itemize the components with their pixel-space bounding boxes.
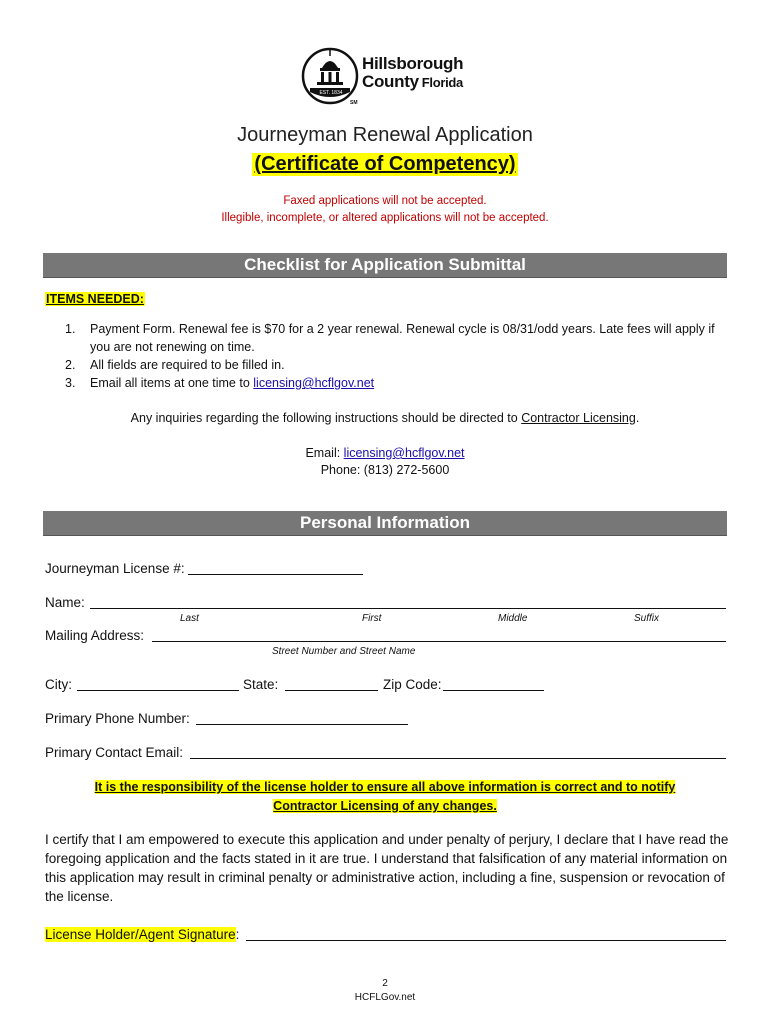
- responsibility-notice-line1: [0, 780, 770, 794]
- list-item-number: 3.: [65, 376, 76, 390]
- licensing-email-link[interactable]: licensing@hcflgov.net: [253, 376, 375, 390]
- name-middle-hint: Middle: [498, 613, 528, 624]
- responsibility-text-2: Contractor Licensing of any changes.: [273, 799, 497, 813]
- checklist-section-header: Checklist for Application Submittal: [43, 253, 727, 278]
- county-seal-icon: [300, 44, 364, 108]
- list-item-text: [90, 374, 374, 392]
- list-item: [65, 320, 735, 356]
- signature-field[interactable]: [246, 940, 726, 941]
- mailing-address-label: Mailing Address:: [45, 628, 145, 643]
- mailing-address-field[interactable]: [152, 641, 726, 642]
- logo-florida: Florida: [421, 75, 463, 90]
- list-item-text: Payment Form. Renewal fee is $70 for a 2 year renewal. Renewal cycle is 08/31/odd years. Late fees will apply if you are not renewing on time.: [90, 322, 715, 354]
- page-title: Journeyman Renewal Application: [237, 124, 533, 146]
- fax-warning: Faxed applications will not be accepted.: [283, 195, 487, 207]
- contact-email-line: [0, 446, 770, 460]
- list-item-text: All fields are required to be filled in.: [90, 358, 285, 372]
- zip-code-field[interactable]: [443, 690, 544, 691]
- subtitle-wrap: [0, 153, 770, 176]
- contractor-licensing-link[interactable]: Contractor Licensing: [521, 411, 636, 425]
- primary-phone-label: Primary Phone Number:: [45, 711, 190, 726]
- signature-colon: :: [235, 927, 240, 942]
- personal-info-section-header: Personal Information: [43, 511, 727, 536]
- items-needed-label: ITEMS NEEDED:: [46, 292, 144, 306]
- primary-phone-field[interactable]: [196, 724, 408, 725]
- state-label: State:: [243, 677, 279, 692]
- primary-email-field[interactable]: [190, 758, 726, 759]
- signature-label-wrap: [45, 927, 239, 942]
- primary-email-label: Primary Contact Email:: [45, 745, 184, 760]
- zip-code-label: Zip Code:: [383, 677, 442, 692]
- list-item-number: 2.: [65, 358, 76, 372]
- city-label: City:: [45, 677, 72, 692]
- name-field[interactable]: [90, 608, 726, 609]
- inquiries-text-end: .: [635, 411, 640, 425]
- inquiries-text-part: Any inquiries regarding the following instructions should be directed to: [130, 411, 522, 425]
- responsibility-notice-line2: [0, 799, 770, 813]
- inquiries-text: [0, 411, 770, 425]
- list-item: [65, 356, 735, 374]
- logo-title-line1: Hillsborough: [362, 54, 464, 73]
- contact-phone: Phone: (813) 272-5600: [320, 463, 450, 477]
- service-mark: SM: [350, 100, 358, 106]
- name-last-hint: Last: [180, 613, 199, 624]
- license-number-field[interactable]: [188, 574, 363, 575]
- mailing-address-hint: Street Number and Street Name: [272, 646, 416, 657]
- name-first-hint: First: [362, 613, 382, 624]
- footer-site: HCFLGov.net: [354, 992, 416, 1003]
- illegible-warning: Illegible, incomplete, or altered applications will not be accepted.: [221, 212, 549, 224]
- name-suffix-hint: Suffix: [634, 613, 660, 624]
- list-item-text-part: Email all items at one time to: [90, 376, 254, 390]
- seal-est-text: EST. 1834: [319, 90, 343, 96]
- responsibility-text-1: It is the responsibility of the license holder to ensure all above information is correct and to notify: [94, 780, 676, 794]
- list-item-number: 1.: [65, 322, 76, 336]
- page-number: 2: [382, 978, 388, 989]
- signature-label: License Holder/Agent Signature: [45, 927, 236, 942]
- certification-statement: I certify that I am empowered to execute this application and under penalty of perjury, I declare that I have read the foregoing application and the facts stated in it are true. I understand that falsification of any material information on this application may result in criminal penalty or administrative action, including a fine, suspension or revocation of the license.: [45, 832, 729, 904]
- contact-email-link[interactable]: licensing@hcflgov.net: [343, 446, 465, 460]
- name-label: Name:: [45, 595, 85, 610]
- state-field[interactable]: [285, 690, 378, 691]
- list-item: [65, 374, 735, 392]
- page-subtitle: (Certificate of Competency): [254, 153, 516, 175]
- license-number-label: Journeyman License #:: [45, 561, 185, 576]
- checklist-items: [65, 320, 735, 392]
- logo-county: County: [362, 72, 419, 91]
- contact-email-label: Email:: [305, 446, 344, 460]
- city-field[interactable]: [77, 690, 239, 691]
- logo-title-line2: [362, 72, 463, 92]
